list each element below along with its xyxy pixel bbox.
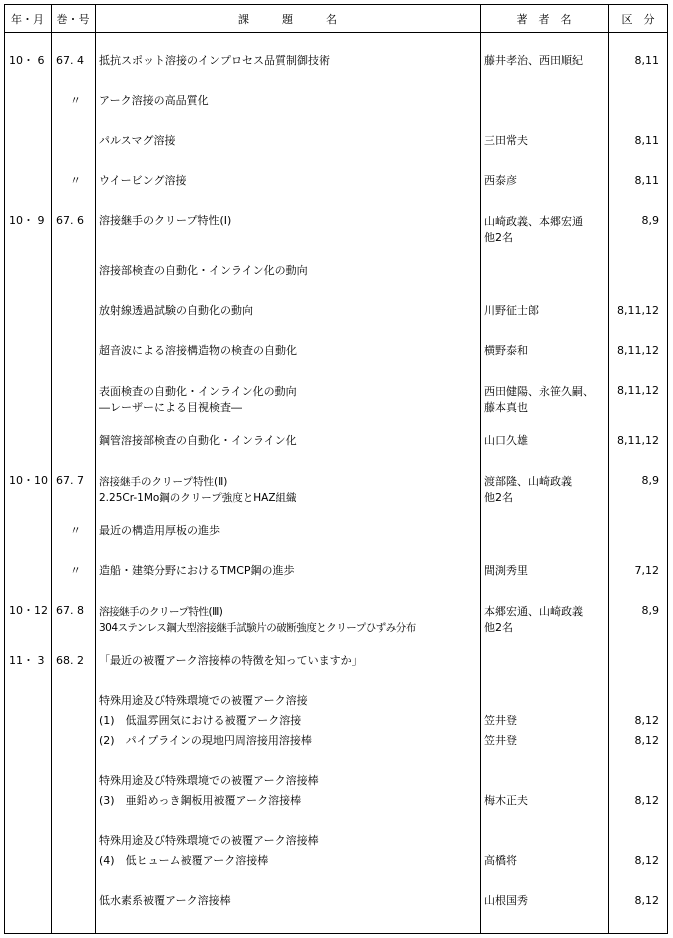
row-category: 8,11 <box>634 174 659 187</box>
row-author: 笠井登 <box>484 714 517 727</box>
row-category: 8,11,12 <box>617 304 659 317</box>
row-date: 10・ 9 <box>9 214 45 227</box>
row-author: 西田健陽、永笹久嗣、 藤本真也 <box>484 385 594 414</box>
row-title: 放射線透過試験の自動化の動向 <box>99 304 253 317</box>
row-title: (1) 低温雰囲気における被覆アーク溶接 <box>99 714 302 727</box>
row-date: 10・ 6 <box>9 54 45 67</box>
row-author: 梅木正夫 <box>484 794 528 807</box>
row-title: 溶接部検査の自動化・インライン化の動向 <box>99 264 308 277</box>
row-category: 8,11,12 <box>617 384 659 397</box>
row-category: 8,9 <box>641 214 659 227</box>
row-category: 8,12 <box>634 734 659 747</box>
row-author: 川野征士郎 <box>484 304 539 317</box>
row-author: 西泰彦 <box>484 174 517 187</box>
row-title: (4) 低ヒューム被覆アーク溶接棒 <box>99 854 269 867</box>
row-date: 10・10 <box>9 474 48 487</box>
row-category: 8,9 <box>641 474 659 487</box>
row-category: 8,12 <box>634 854 659 867</box>
header-volume: 巻・号 <box>56 13 90 26</box>
row-category: 8,9 <box>641 604 659 617</box>
row-volume: 68. 2 <box>56 654 84 667</box>
row-author: 笠井登 <box>484 734 517 747</box>
row-title: ウイービング溶接 <box>99 174 187 187</box>
column-divider <box>480 4 481 934</box>
row-title: アーク溶接の高品質化 <box>99 94 209 107</box>
header-author: 著 者 名 <box>516 13 572 26</box>
row-volume: 67. 6 <box>56 214 84 227</box>
row-category: 8,12 <box>634 894 659 907</box>
row-category: 8,11,12 <box>617 344 659 357</box>
row-title: 溶接継手のクリープ特性(Ⅱ) 2.25Cr-1Mo鋼のクリープ強度とHAZ組織 <box>99 476 297 504</box>
row-volume: 67. 7 <box>56 474 84 487</box>
row-volume: 67. 8 <box>56 604 84 617</box>
row-title: パルスマグ溶接 <box>99 134 176 147</box>
row-author: 本郷宏通、山崎政義 他2名 <box>484 605 583 634</box>
row-author: 山根国秀 <box>484 894 528 907</box>
row-title: 溶接継手のクリープ特性(Ⅲ) 304ステンレス鋼大型溶接継手試験片の破断強度とクリープひずみ分布 <box>99 606 416 634</box>
row-title: 特殊用途及び特殊環境での被覆アーク溶接 <box>99 694 308 707</box>
row-author: 間渕秀里 <box>484 564 528 577</box>
column-divider <box>95 4 96 934</box>
row-title: 「最近の被覆アーク溶接棒の特徴を知っていますか」 <box>99 654 363 667</box>
row-date: 11・ 3 <box>9 654 45 667</box>
row-title: 鋼管溶接部検査の自動化・インライン化 <box>99 434 297 447</box>
header-category: 区 分 <box>621 13 655 26</box>
row-title: 超音波による溶接構造物の検査の自動化 <box>99 344 297 357</box>
row-author: 藤井孝治、西田順紀 <box>484 54 583 67</box>
row-title: 造船・建築分野におけるTMCP鋼の進歩 <box>99 564 295 577</box>
ditto-mark: 〃 <box>70 564 81 577</box>
ditto-mark: 〃 <box>70 174 81 187</box>
ditto-mark: 〃 <box>70 524 81 537</box>
row-title: 最近の構造用厚板の進歩 <box>99 524 220 537</box>
row-author: 横野泰和 <box>484 344 528 357</box>
header-title: 課 題 名 <box>238 13 337 26</box>
row-volume: 67. 4 <box>56 54 84 67</box>
row-author: 三田常夫 <box>484 134 528 147</box>
header-date: 年・月 <box>11 13 44 26</box>
row-author: 高橋将 <box>484 854 517 867</box>
row-title: 抵抗スポット溶接のインプロセス品質制御技術 <box>99 54 330 67</box>
row-title: 低水素系被覆アーク溶接棒 <box>99 894 231 907</box>
row-title: (3) 亜鉛めっき鋼板用被覆アーク溶接棒 <box>99 794 302 807</box>
row-category: 8,11 <box>634 134 659 147</box>
column-divider <box>608 4 609 934</box>
row-date: 10・12 <box>9 604 48 617</box>
row-category: 8,11 <box>634 54 659 67</box>
row-author: 山口久雄 <box>484 434 528 447</box>
ditto-mark: 〃 <box>70 94 81 107</box>
row-category: 8,11,12 <box>617 434 659 447</box>
row-category: 7,12 <box>634 564 659 577</box>
row-title: 溶接継手のクリープ特性(Ⅰ) <box>99 214 232 227</box>
row-title: (2) パイプラインの現地円周溶接用溶接棒 <box>99 734 312 747</box>
row-author: 山崎政義、本郷宏通 他2名 <box>484 215 583 244</box>
column-divider <box>51 4 52 934</box>
row-category: 8,12 <box>634 714 659 727</box>
row-title: 特殊用途及び特殊環境での被覆アーク溶接棒 <box>99 834 319 847</box>
row-category: 8,12 <box>634 794 659 807</box>
row-title: 表面検査の自動化・インライン化の動向 ―レーザーによる目視検査― <box>99 385 297 414</box>
header-divider <box>4 32 668 33</box>
row-author: 渡部隆、山崎政義 他2名 <box>484 475 572 504</box>
row-title: 特殊用途及び特殊環境での被覆アーク溶接棒 <box>99 774 319 787</box>
